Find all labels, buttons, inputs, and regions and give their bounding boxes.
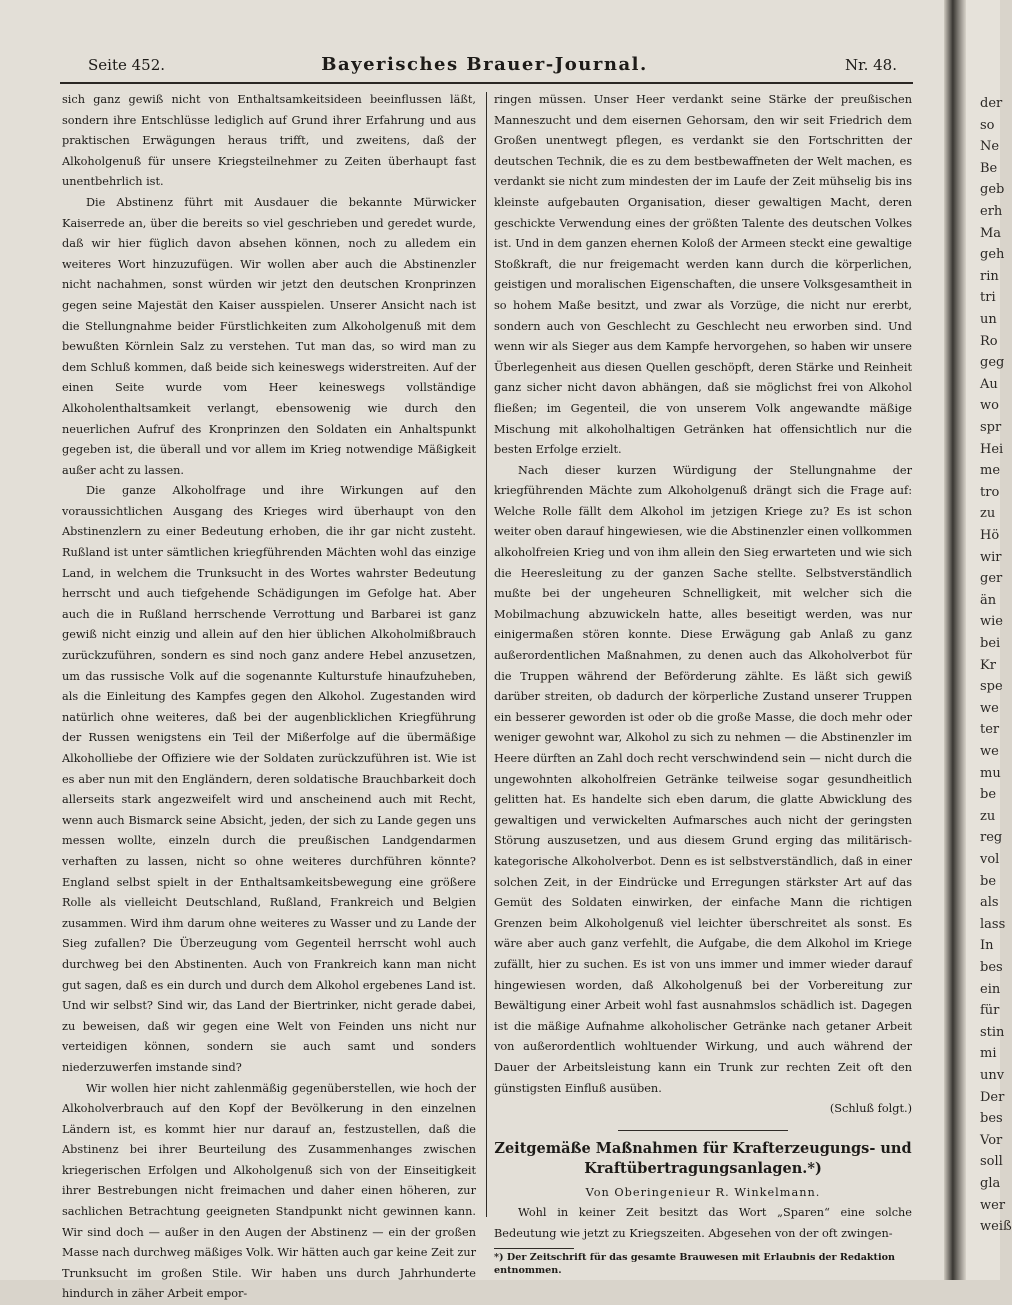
footnote-rule <box>494 1248 574 1249</box>
paragraph: ringen müssen. Unser Heer verdankt seine Stärke der preußischen Manneszucht und dem eisernen Gehorsam, den wir seit Friedrich dem Großen unentwegt pflegen, es verdankt sie den Fortschritten der deutschen Technik, die es zu dem bestbewaffneten der Welt machen, es verdankt sie nicht zum mindesten der im Laufe der Zeit mühselig bis ins kleinste aufgebauten Organisation, dieser gewaltigen Macht, deren geschickte Verwendung eines der größten Talente des deutschen Volkes ist. Und in dem ganzen ehernen Koloß der Armeen steckt eine gewaltige Stoßkraft, die nur freigemacht werden kann durch die körperlichen, geistigen und moralischen Eigenschaften, die unsere Volksgesamtheit in so hohem Maße besitzt, und zwar als Vorzüge, die nicht nur ererbt, sondern auch von Geschlecht zu Geschlecht neu erworben sind. Und wenn wir als Sieger aus dem Kampfe hervorgehen, so haben wir unsere Überlegenheit aus diesen Quellen geschöpft, deren Stärke und Reinheit ganz sicher nicht davon abhängen, daß sie möglichst frei von Alkohol fließen; im Gegenteil, die von unserem Volk angewandte mäßige Mischung mit alkoholhaltigen Getränken hat offensichtlich nur die besten Erfolge erzielt. <box>494 90 912 461</box>
book-gutter <box>944 0 966 1280</box>
facing-page-fragment: Kr <box>980 658 996 673</box>
facing-page-fragment: rin <box>980 269 999 284</box>
facing-page-fragment: wir <box>980 550 1002 565</box>
paragraph: Die ganze Alkoholfrage und ihre Wirkungen auf den voraussichtlichen Ausgang des Krieges wird überhaupt von den Abstinenzlern zu einer Bedeutung erhoben, die ihr gar nicht zusteht. Rußland ist unter sämtlichen kriegführenden Mächten wohl das einzige Land, in welchem die Trunksucht in des Wortes wahrster Bedeutung herrscht und auch tiefgehende Schädigungen im Gefolge hat. Aber auch die in Rußland herrschende Verrottung und Barbarei ist ganz gewiß nicht einzig und allein auf den hier üblichen Alkoholmißbrauch zurückzuführen, sondern es sind noch ganz andere Hebel anzusetzen, um das russische Volk auf die sogenannte Kulturstufe hinaufzuheben, als die Einleitung des Kampfes gegen den Alkohol. Zugestanden wird natürlich ohne weiteres, daß bei der augenblicklichen Kriegführung der Russen wenigstens ein Teil der Mißerfolge auf die übermäßige Alkoholliebe der Offiziere wie der Soldaten zurückzuführen ist. Wie ist es aber nun mit den Engländern, deren soldatische Brauchbarkeit doch allerseits stark angezweifelt wird und anscheinend auch mit Recht, wenn auch Bismarck seine Absicht, jeden, der sich zu Lande gegen uns messen wollte, einzeln durch die preußischen Landgendarmen verhaften zu lassen, nicht so ohne weiteres durchführen könnte? England selbst spielt in der Enthaltsamkeitsbewegung eine größere Rolle als vielleicht Deutschland, Rußland, Frankreich und Belgien zusammen. Wird ihm darum ohne weiteres zu Wasser und zu Lande der Sieg zufallen? Die Überzeugung vom Gegenteil herrscht wohl auch durchweg bei den Abstinenten. Auch von Frankreich kann man nicht gut sagen, daß es ein durch und durch dem Alkohol ergebenes Land ist. Und wir selbst? Sind wir, das Land der Biertrinker, nicht gerade dabei, zu beweisen, daß wir gegen eine Welt von Feinden uns nicht nur verteidigen können, sondern sie auch samt und sonders niederzuwerfen imstande sind? <box>62 481 476 1078</box>
facing-page-fragment: gla <box>980 1176 1000 1191</box>
facing-page-fragment: wer <box>980 1198 1005 1213</box>
header-rule <box>60 82 913 84</box>
facing-page-fragment: lass <box>980 917 1005 932</box>
facing-page-fragment: be <box>980 787 996 802</box>
facing-page-fragment: Au <box>980 377 998 392</box>
facing-page-fragment: bes <box>980 1111 1003 1126</box>
paragraph: Wir wollen hier nicht zahlenmäßig gegenüberstellen, wie hoch der Alkoholverbrauch auf den Kopf der Bevölkerung in den einzelnen Ländern ist, es kommt hier nur darauf an, festzustellen, daß die Abstinenz bei ihrer Beurteilung des Zusammenhanges zwischen kriegerischen Erfolgen und Alkoholgenuß sich von der Einseitigkeit ihrer Bestrebungen nicht freimachen und daher einen höheren, zur sachlichen Betrachtung geeigneten Standpunkt nicht gewinnen kann. Wir sind doch — außer in den Augen der Abstinenz — ein der großen Masse nach durchweg mäßiges Volk. Wir hätten auch gar keine Zeit zur Trunksucht im großen Stile. Wir haben uns durch Jahrhunderte hindurch in zäher Arbeit empor- <box>62 1079 476 1305</box>
facing-page-fragment: geh <box>980 247 1004 262</box>
right-column <box>494 90 912 1277</box>
facing-page-fragment: tri <box>980 290 996 305</box>
facing-page-fragment: reg <box>980 830 1002 845</box>
facing-page-fragment: unv <box>980 1068 1004 1083</box>
facing-page-fragment: un <box>980 312 997 327</box>
facing-page-fragment: ter <box>980 722 999 737</box>
facing-page-fragment: wie <box>980 614 1003 629</box>
facing-page-fragment: Ne <box>980 139 999 154</box>
article-divider <box>618 1130 788 1131</box>
facing-page-fragment: än <box>980 593 996 608</box>
facing-page-fragment: me <box>980 463 1000 478</box>
facing-page-fragment: der <box>980 96 1002 111</box>
facing-page-fragment: Be <box>980 161 997 176</box>
paragraph: (Schluß folgt.) <box>494 1099 912 1120</box>
facing-page-fragment: mi <box>980 1046 997 1061</box>
facing-page-fragment: so <box>980 118 995 133</box>
facing-page-fragment: we <box>980 701 999 716</box>
facing-page-fragment: mu <box>980 766 1001 781</box>
facing-page-fragment: be <box>980 874 996 889</box>
facing-page-fragment: Der <box>980 1090 1004 1105</box>
facing-page-fragment: Ro <box>980 334 998 349</box>
article-byline: Von Oberingenieur R. Winkelmann. <box>494 1183 912 1204</box>
facing-page-fragment: ger <box>980 571 1002 586</box>
article-title: Zeitgemäße Maßnahmen für Krafterzeugungs- und Kraftübertragungsanlagen.*) <box>494 1139 912 1179</box>
facing-page-fragment: spr <box>980 420 1001 435</box>
facing-page-fragment: bei <box>980 636 1000 651</box>
facing-page-fragment: Hö <box>980 528 999 543</box>
facing-page-fragment: spe <box>980 679 1003 694</box>
paragraph: sich ganz gewiß nicht von Enthaltsamkeitsideen beeinflussen läßt, sondern ihre Entschlüsse lediglich auf Grund ihrer Erfahrung und aus praktischen Erwägungen heraus trifft, und zweitens, daß der Alkoholgenuß für unsere Kriegsteilnehmer zu Zeiten überhaupt fast unentbehrlich ist. <box>62 90 476 193</box>
facing-page-fragment: weiß <box>980 1219 1012 1234</box>
facing-page-edge <box>966 0 1000 1280</box>
article-body: Wohl in keiner Zeit besitzt das Wort „Sparen“ eine solche Bedeutung wie jetzt zu Kriegszeiten. Abgesehen von der oft zwingen- <box>494 1203 912 1244</box>
facing-page-fragment: geb <box>980 182 1004 197</box>
facing-page-fragment: Hei <box>980 442 1003 457</box>
paragraph: Die Abstinenz führt mit Ausdauer die bekannte Mürwicker Kaiserrede an, über die bereits so viel geschrieben und geredet wurde, daß wir hier füglich davon absehen können, noch zu alledem ein weiteres Wort hinzuzufügen. Wir wollen aber auch die Abstinenzler nicht nachahmen, sonst würden wir jetzt den deutschen Kronprinzen gegen seine Majestät den Kaiser ausspielen. Unserer Ansicht nach ist die Stellungnahme beider Fürstlichkeiten zum Alkoholgenuß mit dem bewußten Körnlein Salz zu verstehen. Tut man das, so wird man zu dem Schluß kommen, daß beide sich keineswegs widerstreiten. Auf der einen Seite wurde vom Heer keineswegs vollständige Alkoholenthaltsamkeit verlangt, ebensowenig wie durch den neuerlichen Aufruf des Kronprinzen den Soldaten ein Anhaltspunkt gegeben ist, die überall und vor allem im Krieg notwendige Mäßigkeit außer acht zu lassen. <box>62 193 476 481</box>
paragraph: Nach dieser kurzen Würdigung der Stellungnahme der kriegführenden Mächte zum Alkoholgenuß drängt sich die Frage auf: Welche Rolle fällt dem Alkohol im jetzigen Kriege zu? Es ist schon weiter oben darauf hingewiesen, wie die Abstinenzler einen vollkommen alkoholfreien Krieg und von ihm allein den Sieg erwarteten und wie sich die Heeresleitung zu der ganzen Sache stellte. Selbstverständlich mußte bei der ungeheuren Schnelligkeit, mit welcher sich die Mobilmachung abzuwickeln hatte, alles beseitigt werden, was nur einigermaßen stören konnte. Diese Erwägung gab Anlaß zu ganz außerordentlichen Maßnahmen, zu denen auch das Alkoholverbot für die Truppen während der Beförderung zählte. Es läßt sich gewiß darüber streiten, ob dadurch der körperliche Zustand unserer Truppen ein besserer geworden ist oder ob die große Masse, die doch mehr oder weniger gewohnt war, Alkohol zu sich zu nehmen — die Abstinenzler im Heere dürften an Zahl doch recht verschwindend sein — nicht durch die ungewohnten alkoholfreien Getränke teilweise sogar gesundheitlich gelitten hat. Es handelte sich eben darum, die glatte Abwicklung des gewaltigen und verwickelten Aufmarsches auch nicht der geringsten Störung auszusetzen, und aus diesem Grund erging das militärisch-kategorische Alkoholverbot. Denn es ist selbstverständlich, daß in einer solchen Zeit, in der Eindrücke und Erregungen stärkster Art auf das Gemüt des Soldaten einwirken, der einfache Mann die richtigen Grenzen beim Alkoholgenuß viel leichter überschreitet als sonst. Es wäre aber auch ganz verfehlt, die Aufgabe, die dem Alkohol im Kriege zufällt, hier zu suchen. Es ist von uns immer und immer wieder darauf hingewiesen worden, daß Alkoholgenuß bei der Vorbereitung zur Bewältigung einer Arbeit wohl fast ausnahmslos schädlich ist. Dagegen ist die mäßige Aufnahme alkoholischer Getränke nach getaner Arbeit von außerordentlich wohltuender Wirkung, und auch während der Dauer der Arbeitsleistung kann ein Trunk zur rechten Zeit oft den günstigsten Einfluß ausüben. <box>494 461 912 1099</box>
facing-page-fragment: bes <box>980 960 1003 975</box>
footnote: *) Der Zeitschrift für das gesamte Brauwesen mit Erlaubnis der Redaktion entnommen. <box>494 1251 912 1277</box>
facing-page-fragment: we <box>980 744 999 759</box>
journal-title: Bayerisches Brauer-Journal. <box>62 54 907 75</box>
facing-page-fragment: wo <box>980 398 999 413</box>
page-number: Seite 452. <box>88 56 165 74</box>
column-rule <box>486 92 487 1217</box>
facing-page-fragment: In <box>980 938 994 953</box>
facing-page-fragment: Ma <box>980 226 1001 241</box>
facing-page-fragment: erh <box>980 204 1002 219</box>
facing-page-fragment: stin <box>980 1025 1004 1040</box>
facing-page-fragment: geg <box>980 355 1004 370</box>
facing-page-fragment: tro <box>980 485 999 500</box>
facing-page-fragment: zu <box>980 506 995 521</box>
issue-number: Nr. 48. <box>845 56 897 74</box>
facing-page-fragment: ein <box>980 982 1000 997</box>
facing-page-fragment: für <box>980 1003 999 1018</box>
facing-page-fragment: zu <box>980 809 995 824</box>
facing-page-fragment: soll <box>980 1154 1003 1169</box>
left-column <box>62 90 476 1305</box>
right-column-paragraphs <box>494 90 912 1120</box>
facing-page-fragment: als <box>980 895 999 910</box>
page-header <box>62 56 907 80</box>
facing-page-fragment: Vor <box>980 1133 1002 1148</box>
facing-page-fragment: vol <box>980 852 999 867</box>
